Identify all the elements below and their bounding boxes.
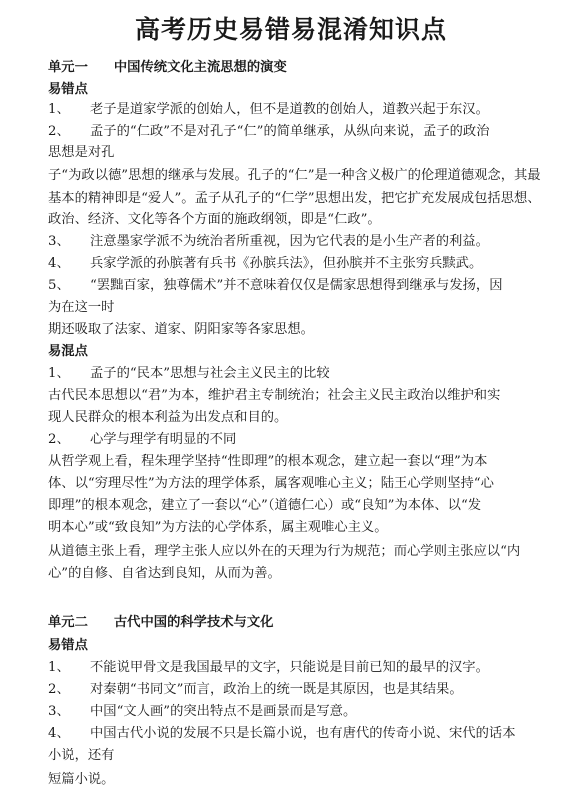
item-number: 1、 (48, 660, 70, 675)
unit2-error-label: 易错点 (48, 638, 88, 653)
unit2-error-item-1 (48, 658, 489, 678)
paragraph-line: 基本的精神即是“爱人”。孟子从孔子的“仁学”思想出发，把它扩充发展成包括思想、 (48, 191, 541, 206)
unit2-error-item-3 (48, 702, 356, 722)
paragraph-line: 子“为政以德”思想的继承与发展。孔子的“仁”是一种含义极广的伦理道德观念，其最 (48, 168, 541, 183)
paragraph-line: 心”的自修、自省达到良知，从而为善。 (48, 566, 281, 581)
item-number: 2、 (48, 682, 70, 697)
item-number: 2、 (48, 124, 70, 139)
unit1-error-label: 易错点 (48, 82, 88, 97)
paragraph-line: 短篇小说。 (48, 772, 115, 787)
item-text: 对秦朝“书同文”而言，政治上的统一既是其原因，也是其结果。 (90, 682, 463, 697)
paragraph-line: 为在这一时 (48, 300, 115, 315)
item-text: 心学与理学有明显的不同 (90, 432, 237, 447)
item-number: 5、 (48, 278, 70, 293)
item-text: 孟子的“民本”思想与社会主义民主的比较 (90, 366, 330, 381)
item-text: 中国“文人画”的突出特点不是画景而是写意。 (90, 704, 357, 719)
item-text: 不能说甲骨文是我国最早的文字，只能说是目前已知的最早的汉字。 (90, 660, 489, 675)
unit2-error-item-2 (48, 680, 463, 700)
paragraph-line: 即理”的根本观念，建立了一套以“心”（道德仁心）或“良知”为本体、以“发 (48, 498, 482, 513)
item-number: 3、 (48, 234, 70, 249)
paragraph-line: 政治、经济、文化等各个方面的施政纲领，即是“仁政”。 (48, 212, 381, 227)
unit1-title: 中国传统文化主流思想的演变 (113, 60, 287, 75)
unit2-title: 古代中国的科学技术与文化 (113, 615, 274, 630)
unit2-heading (48, 613, 273, 633)
paragraph-line: 期还吸取了法家、道家、阴阳家等各家思想。 (48, 322, 314, 337)
unit1-error-item-4 (48, 254, 482, 274)
paragraph-line: 现人民群众的根本利益为出发点和目的。 (48, 410, 288, 425)
unit1-number: 单元一 (48, 60, 88, 75)
item-number: 3、 (48, 704, 70, 719)
page-title: 高考历史易错易混淆知识点 (134, 15, 447, 44)
unit1-error-item-3 (48, 232, 489, 252)
item-text: 兵家学派的孙膑著有兵书《孙膑兵法》，但孙膑并不主张穷兵黩武。 (90, 256, 483, 271)
item-number: 1、 (48, 366, 70, 381)
paragraph-line: 古代民本思想以“君”为本，维护君主专制统治；社会主义民主政治以维护和实 (48, 388, 501, 403)
unit1-error-item-2 (48, 122, 490, 142)
paragraph-line: 小说，还有 (48, 748, 115, 763)
item-number: 4、 (48, 726, 70, 741)
item-text: 注意墨家学派不为统治者所重视，因为它代表的是小生产者的利益。 (90, 234, 489, 249)
item-number: 2、 (48, 432, 70, 447)
unit2-error-item-4 (48, 724, 516, 744)
paragraph-line: 体、以“穷理尽性”为方法的理学体系，属客观唯心主义；陆王心学则坚持“心 (48, 476, 494, 491)
paragraph-line: 从道德主张上看，理学主张人应以外在的天理为行为规范；而心学则主张应以“内 (48, 544, 521, 559)
unit1-error-item-1 (48, 100, 489, 120)
paragraph-line: 思想是对孔 (48, 145, 115, 160)
item-number: 1、 (48, 102, 70, 117)
paragraph-line: 从哲学观上看，程朱理学坚持“性即理”的根本观念，建立起一套以“理”为本 (48, 454, 488, 469)
paragraph-line: 明本心”或“致良知”为方法的心学体系，属主观唯心主义。 (48, 520, 388, 535)
unit1-confusion-item-2 (48, 430, 236, 450)
unit2-number: 单元二 (48, 615, 88, 630)
item-number: 4、 (48, 256, 70, 271)
item-text: 老子是道家学派的创始人，但不是道教的创始人，道教兴起于东汉。 (90, 102, 489, 117)
item-text: “罢黜百家，独尊儒术”并不意味着仅仅是儒家思想得到继承与发扬，因 (90, 278, 503, 293)
item-text: 中国古代小说的发展不只是长篇小说，也有唐代的传奇小说、宋代的话本 (90, 726, 516, 741)
unit1-confusion-label: 易混点 (48, 344, 88, 359)
item-text: 孟子的“仁政”不是对孔子“仁”的简单继承，从纵向来说，孟子的政治 (90, 124, 490, 139)
unit1-confusion-item-1 (48, 364, 330, 384)
unit1-heading (48, 58, 287, 78)
unit1-error-item-5 (48, 276, 503, 296)
